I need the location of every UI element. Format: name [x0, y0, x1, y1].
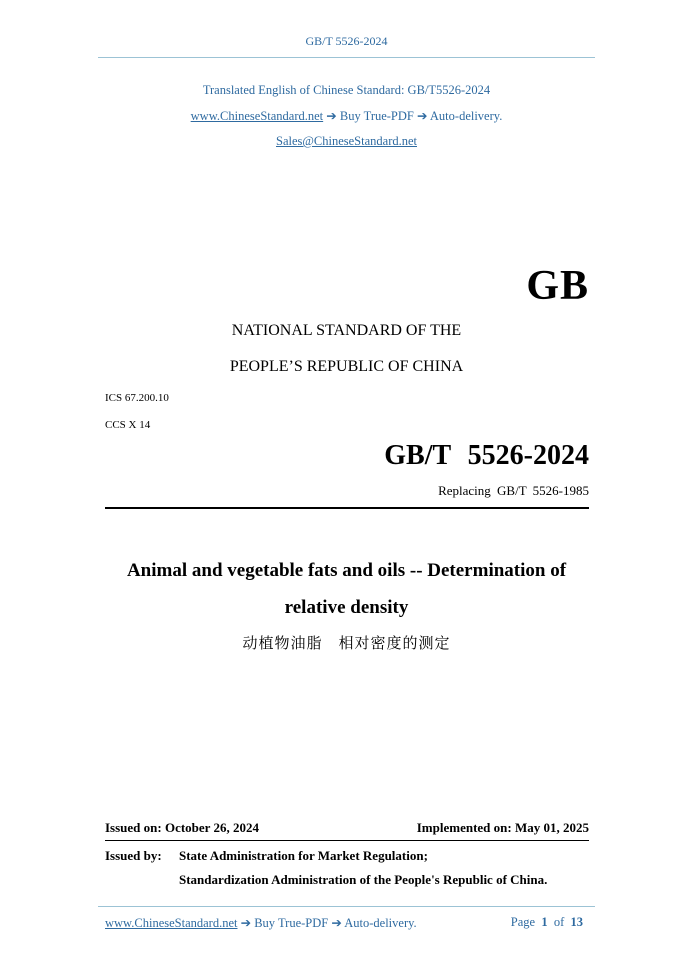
- promo-line-1: Translated English of Chinese Standard: GB/T5526-2024: [202, 83, 491, 97]
- national-standard-line-2: PEOPLE’S REPUBLIC OF CHINA: [229, 358, 464, 375]
- issuer-line-1: State Administration for Market Regulation;: [179, 848, 428, 863]
- promo-line-2-text: ➔ Buy True-PDF ➔ Auto-delivery.: [323, 109, 503, 123]
- footer-site-link[interactable]: www.ChineseStandard.net: [105, 916, 238, 930]
- issued-on: Issued on: October 26, 2024: [105, 820, 259, 835]
- ccs-code: CCS X 14: [105, 419, 151, 431]
- standard-number: GB/T 5526-2024: [384, 440, 589, 471]
- implemented-on: Implemented on: May 01, 2025: [416, 820, 589, 835]
- page-indicator: [511, 915, 583, 930]
- national-standard-line-1: NATIONAL STANDARD OF THE: [231, 322, 462, 339]
- ics-code: ICS 67.200.10: [105, 392, 169, 404]
- promo-line-3: [0, 134, 693, 149]
- footer-promo-text: ➔ Buy True-PDF ➔ Auto-delivery.: [237, 916, 417, 930]
- issuer-line-2: Standardization Administration of the People's Republic of China.: [179, 872, 548, 887]
- issue-rule: [105, 840, 589, 841]
- page-total: 13: [570, 915, 583, 929]
- footer-rule: [98, 906, 595, 907]
- page-label: Page: [510, 915, 536, 929]
- title-rule: [105, 507, 589, 509]
- running-header: GB/T 5526-2024: [305, 34, 388, 48]
- replacing-note: Replacing GB/T 5526-1985: [438, 483, 589, 498]
- page-current: 1: [541, 915, 548, 929]
- footer-promo: [105, 915, 417, 931]
- title-cn: 动植物油脂 相对密度的测定: [242, 634, 451, 652]
- promo-line-2: [0, 108, 693, 124]
- header-rule: [98, 57, 595, 58]
- issued-by-label: Issued by:: [105, 848, 162, 863]
- email-link[interactable]: Sales@ChineseStandard.net: [276, 134, 417, 148]
- title-en-line-2: relative density: [284, 597, 409, 618]
- site-link[interactable]: www.ChineseStandard.net: [190, 109, 324, 123]
- gb-mark: GB: [526, 263, 589, 309]
- title-en-line-1: Animal and vegetable fats and oils -- Determination of: [126, 560, 567, 581]
- page-of: of: [553, 915, 565, 929]
